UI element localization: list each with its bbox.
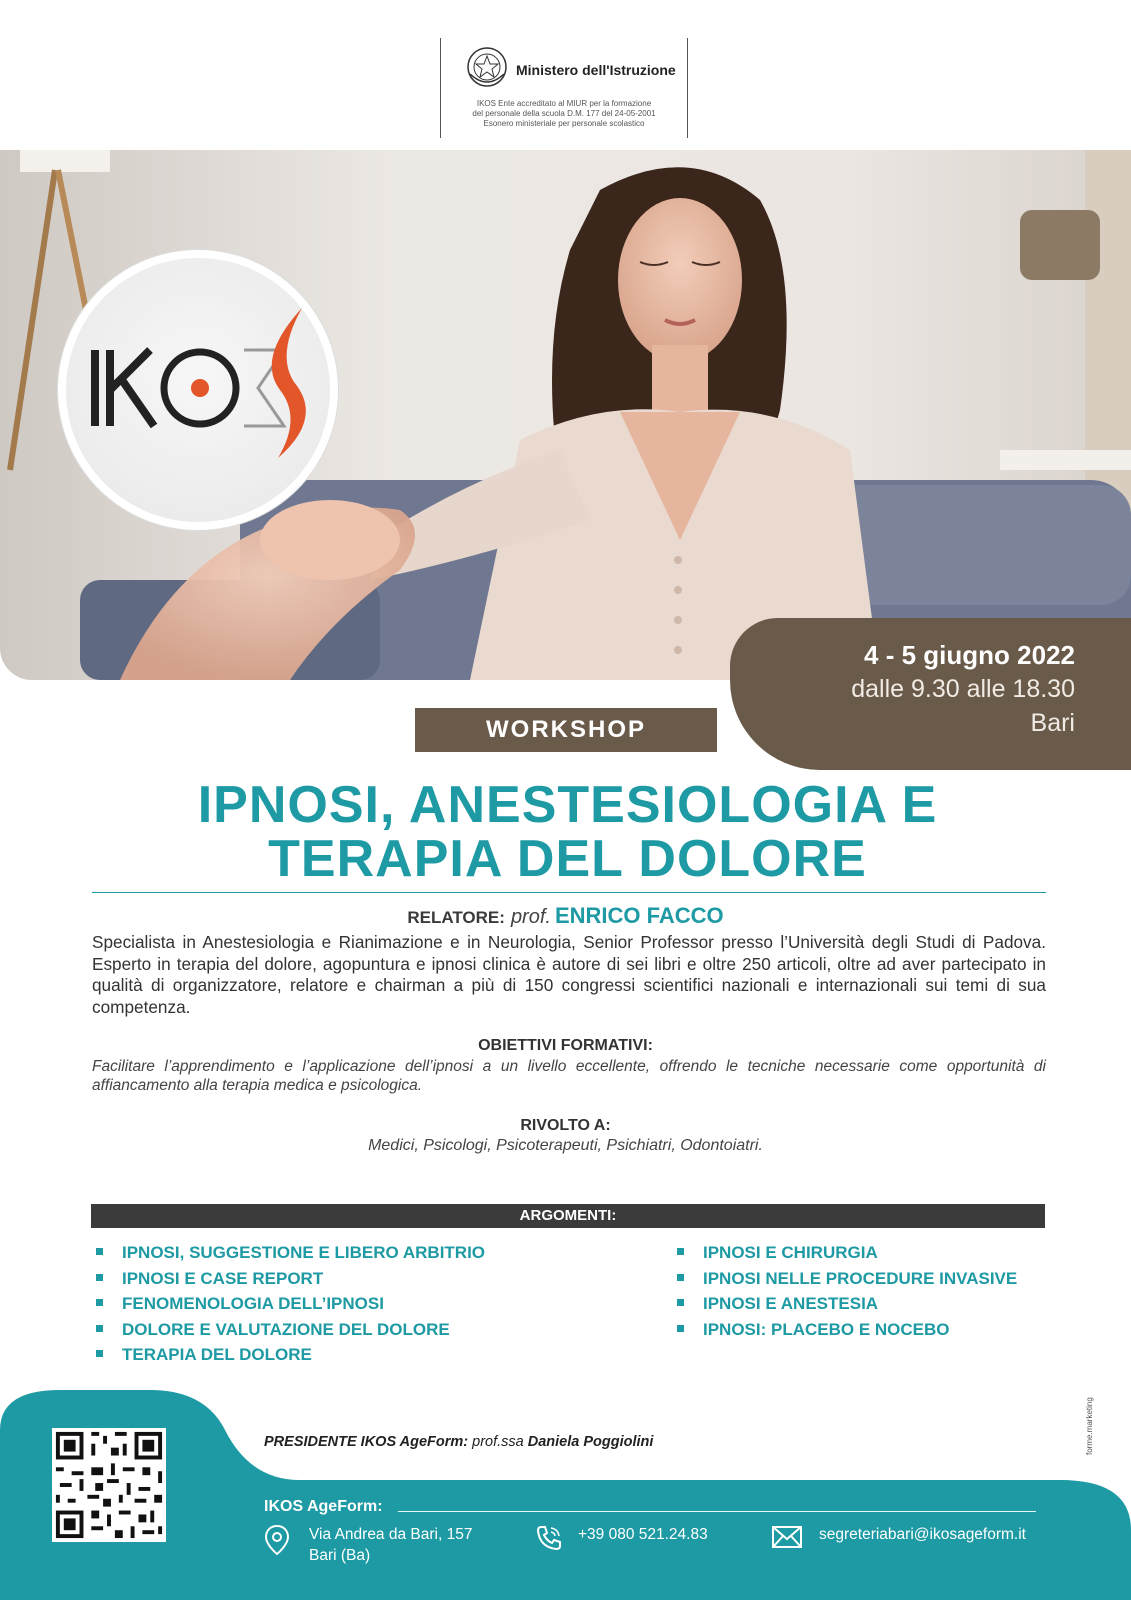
bullet-icon — [677, 1325, 684, 1332]
ministry-header — [440, 38, 688, 138]
bullet-icon — [677, 1248, 684, 1255]
objectives-heading: OBIETTIVI FORMATIVI: — [478, 1037, 653, 1054]
email-icon — [772, 1526, 802, 1548]
title-line: TERAPIA DEL DOLORE — [268, 830, 867, 888]
org-name: IKOS AgeForm: — [264, 1498, 383, 1515]
president-label: PRESIDENTE IKOS AgeForm: — [264, 1434, 469, 1450]
bullet-icon — [96, 1350, 103, 1357]
footer-background — [0, 1390, 1131, 1600]
bullet-icon — [96, 1248, 103, 1255]
topic-label: IPNOSI: PLACEBO E NOCEBO — [703, 1319, 950, 1339]
topics-list-right — [677, 1240, 1017, 1342]
president-line — [264, 1434, 653, 1450]
audience-heading: RIVOLTO A: — [520, 1117, 611, 1134]
italian-emblem-icon — [466, 46, 508, 88]
topics-list-left — [96, 1240, 485, 1368]
org-divider — [398, 1511, 1036, 1512]
topic-label: FENOMENOLOGIA DELL’IPNOSI — [122, 1294, 384, 1313]
address — [309, 1524, 472, 1566]
speaker-line — [0, 903, 1131, 929]
workshop-badge: WORKSHOP — [415, 708, 717, 752]
topic-item — [96, 1317, 485, 1343]
event-time: dalle 9.30 alle 18.30 — [851, 675, 1075, 703]
topic-label: TERAPIA DEL DOLORE — [122, 1345, 312, 1364]
topic-item — [677, 1266, 1017, 1292]
ikos-logo-mark — [66, 258, 330, 522]
event-date-block — [730, 618, 1131, 770]
speaker-name: ENRICO FACCO — [554, 903, 724, 928]
topic-label: DOLORE E VALUTAZIONE DEL DOLORE — [122, 1319, 450, 1339]
topic-label: IPNOSI NELLE PROCEDURE INVASIVE — [703, 1268, 1018, 1288]
title-line: IPNOSI, ANESTESIOLOGIA E — [197, 776, 938, 834]
event-dates: 4 - 5 giugno 2022 — [864, 640, 1075, 670]
accreditation-text — [441, 99, 687, 129]
accreditation-line: IKOS Ente accreditato al MIUR per la formazione — [476, 99, 652, 108]
topic-item — [677, 1291, 1017, 1317]
bullet-icon — [677, 1274, 684, 1281]
topic-item — [96, 1291, 485, 1317]
phone-number[interactable]: +39 080 521.24.83 — [578, 1526, 708, 1543]
topic-label: IPNOSI, SUGGESTIONE E LIBERO ARBITRIO — [122, 1243, 486, 1262]
topic-item — [677, 1317, 1017, 1343]
topic-item — [96, 1266, 485, 1292]
ikos-logo-inner — [66, 258, 330, 522]
address-line: Via Andrea da Bari, 157 — [309, 1526, 473, 1543]
topic-label: IPNOSI E CASE REPORT — [122, 1268, 324, 1288]
location-pin-icon — [264, 1524, 290, 1556]
phone-icon — [535, 1524, 563, 1552]
event-city: Bari — [1030, 709, 1075, 737]
topic-item — [677, 1240, 1017, 1266]
bullet-icon — [96, 1274, 103, 1281]
topic-item — [96, 1240, 485, 1266]
objectives-text: Facilitare l’apprendimento e l’applicazione dell’ipnosi a un livello eccellente, offrendo le tecniche necessarie come opportunità di affiancamento alla terapia medica e psicologica. — [92, 1058, 1046, 1094]
address-line: Bari (Ba) — [309, 1547, 371, 1564]
title-divider — [92, 892, 1046, 893]
president-prefix: prof.ssa — [472, 1434, 524, 1450]
bullet-icon — [96, 1299, 103, 1306]
ikos-logo — [58, 250, 338, 530]
speaker-prefix: prof. — [510, 906, 551, 928]
president-name: Daniela Poggiolini — [527, 1434, 654, 1450]
speaker-label: RELATORE: — [407, 908, 505, 927]
qr-code[interactable] — [52, 1428, 166, 1542]
bullet-icon — [96, 1325, 103, 1332]
credit-text: forme.marketing — [1085, 1397, 1094, 1455]
accreditation-line: Esonero ministeriale per personale scolastico — [483, 119, 645, 128]
ministry-name: Ministero dell'Istruzione — [516, 62, 676, 78]
topics-heading: ARGOMENTI: — [91, 1204, 1045, 1228]
audience-text: Medici, Psicologi, Psicoterapeuti, Psichiatri, Odontoiatri. — [368, 1137, 763, 1154]
accreditation-line: del personale della scuola D.M. 177 del 24-05-2001 — [472, 109, 656, 118]
email-address[interactable]: segreteriabari@ikosageform.it — [819, 1526, 1026, 1543]
topic-item — [96, 1342, 485, 1368]
bullet-icon — [677, 1299, 684, 1306]
topic-label: IPNOSI E CHIRURGIA — [703, 1243, 878, 1262]
speaker-bio: Specialista in Anestesiologia e Rianimazione e in Neurologia, Senior Professor presso l’Università degli Studi di Padova. Esperto in terapia del dolore, agopuntura e ipnosi clinica è autore di sei libri e oltre 250 articoli, oltre ad aver partecipato in qualità di organizzatore, relatore e chairman a più di 150 congressi scientifici nazionali e internazionali sui temi di sua competenza. — [92, 932, 1046, 1017]
page-title — [90, 778, 1045, 886]
topic-label: IPNOSI E ANESTESIA — [703, 1294, 879, 1313]
